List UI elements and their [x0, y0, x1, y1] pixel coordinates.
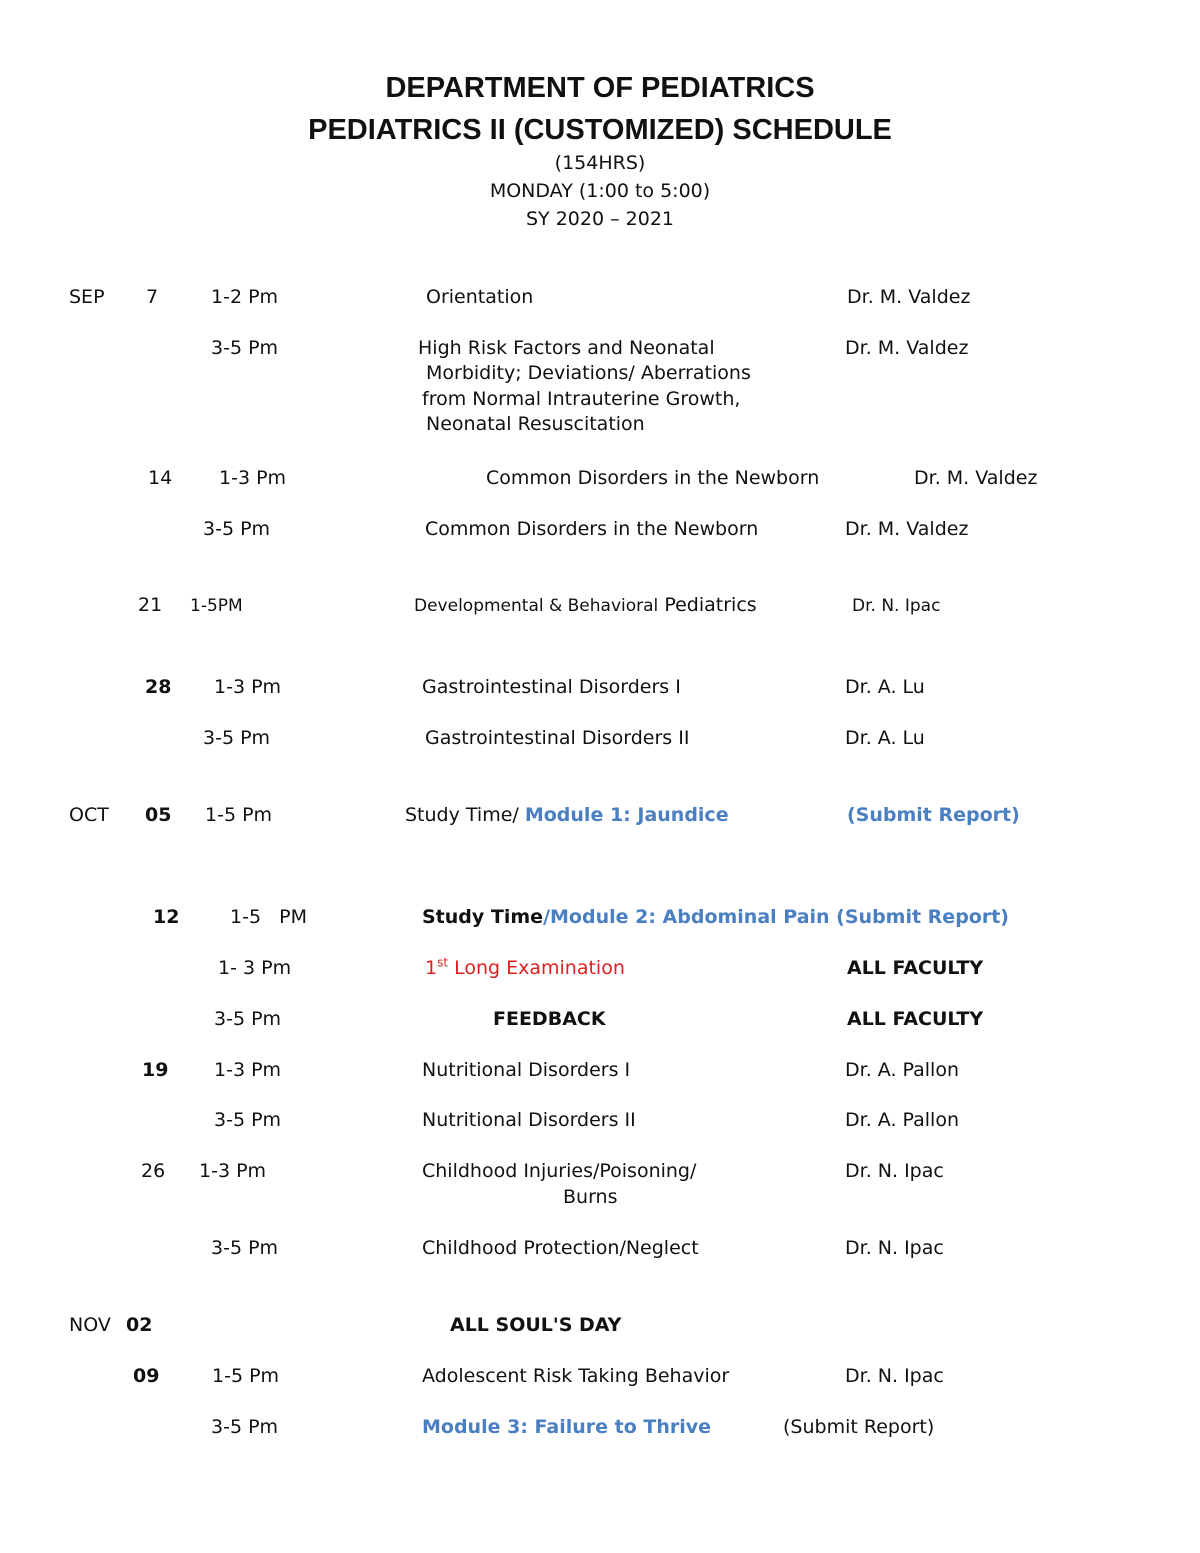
faculty: Dr. A. Lu: [845, 727, 925, 749]
faculty: Dr. N. Ipac: [845, 1160, 944, 1182]
time-slot: 1-2 Pm: [211, 286, 279, 308]
topic-line: Burns: [563, 1186, 618, 1208]
month-label: OCT: [69, 804, 109, 826]
topic: Nutritional Disorders II: [422, 1109, 636, 1131]
topic: Childhood Protection/Neglect: [422, 1237, 699, 1259]
topic: Nutritional Disorders I: [422, 1059, 631, 1081]
time-slot: 1-5PM: [190, 596, 243, 616]
date-label: 02: [126, 1314, 153, 1336]
date-label: 19: [142, 1059, 169, 1081]
total-hours: (154HRS): [554, 152, 646, 174]
holiday-label: ALL SOUL'S DAY: [450, 1314, 622, 1336]
topic: Common Disorders in the Newborn: [486, 467, 820, 489]
time-slot: 3-5 Pm: [203, 518, 271, 540]
time-slot: 3-5 Pm: [211, 1237, 279, 1259]
faculty: Dr. M. Valdez: [914, 467, 1038, 489]
topic: FEEDBACK: [493, 1008, 606, 1030]
time-slot: 3-5 Pm: [211, 1416, 279, 1438]
date-label: 28: [145, 676, 172, 698]
topic-part: Study Time: [422, 906, 544, 928]
time-slot: 1- 3 Pm: [218, 957, 292, 979]
date-label: 7: [146, 286, 159, 308]
ordinal-suffix: st: [437, 955, 449, 970]
topic-line: Morbidity; Deviations/ Aberrations: [426, 362, 751, 384]
school-year: SY 2020 – 2021: [526, 208, 674, 230]
submit-report: (Submit Report): [847, 804, 1020, 826]
faculty: Dr. N. Ipac: [845, 1237, 944, 1259]
department-title: DEPARTMENT OF PEDIATRICS: [385, 72, 815, 104]
module-link: Module 3: Failure to Thrive: [422, 1416, 712, 1438]
time-slot: 1-3 Pm: [219, 467, 287, 489]
time-slot: 3-5 Pm: [203, 727, 271, 749]
time-slot: 1-3 Pm: [214, 1059, 282, 1081]
date-label: 12: [153, 906, 180, 928]
topic-part: Developmental & Behavioral: [414, 596, 659, 616]
date-label: 09: [133, 1365, 160, 1387]
topic-line: High Risk Factors and Neonatal: [418, 337, 715, 359]
topic: Adolescent Risk Taking Behavior: [422, 1365, 730, 1387]
topic: [414, 593, 757, 620]
faculty: Dr. M. Valdez: [847, 286, 971, 308]
time-slot: 1-3 Pm: [214, 676, 282, 698]
month-label: SEP: [69, 286, 105, 308]
faculty: Dr. M. Valdez: [845, 337, 969, 359]
faculty: Dr. M. Valdez: [845, 518, 969, 540]
topic-part: 1: [425, 957, 438, 979]
exam-topic: [425, 956, 625, 982]
date-label: 05: [145, 804, 172, 826]
faculty: Dr. A. Pallon: [845, 1059, 959, 1081]
faculty: Dr. N. Ipac: [852, 596, 941, 616]
faculty: Dr. N. Ipac: [845, 1365, 944, 1387]
date-label: 26: [141, 1160, 166, 1182]
submit-report: (Submit Report): [783, 1416, 935, 1438]
date-label: 14: [148, 467, 173, 489]
topic: [405, 803, 729, 829]
topic-part: Study Time/: [405, 804, 525, 826]
module-link: /Module 2: Abdominal Pain (Submit Report): [543, 906, 1009, 928]
topic-part: Long Examination: [448, 957, 625, 979]
day-time: MONDAY (1:00 to 5:00): [489, 180, 711, 202]
topic: Common Disorders in the Newborn: [425, 518, 759, 540]
topic-line: from Normal Intrauterine Growth,: [422, 388, 741, 410]
topic: Orientation: [426, 286, 534, 308]
faculty: Dr. A. Lu: [845, 676, 925, 698]
time-slot: 3-5 Pm: [214, 1109, 282, 1131]
schedule-title: PEDIATRICS II (CUSTOMIZED) SCHEDULE: [308, 114, 892, 146]
time-slot: 1-5 Pm: [205, 804, 273, 826]
topic-line: Childhood Injuries/Poisoning/: [422, 1160, 697, 1182]
time-slot: 3-5 Pm: [214, 1008, 282, 1030]
faculty: ALL FACULTY: [847, 1008, 984, 1030]
topic: Gastrointestinal Disorders I: [422, 676, 681, 698]
date-label: 21: [138, 594, 163, 616]
faculty: Dr. A. Pallon: [845, 1109, 959, 1131]
topic: Gastrointestinal Disorders II: [425, 727, 690, 749]
time-slot: 1-3 Pm: [199, 1160, 267, 1182]
time-slot: 1-5 Pm: [212, 1365, 280, 1387]
time-slot: 3-5 Pm: [211, 337, 279, 359]
topic-line: Neonatal Resuscitation: [426, 413, 645, 435]
topic-part: Pediatrics: [664, 594, 757, 616]
topic: [422, 905, 1009, 931]
time-slot: 1-5 PM: [230, 906, 308, 928]
month-label: NOV: [69, 1314, 111, 1336]
faculty: ALL FACULTY: [847, 957, 984, 979]
module-link: Module 1: Jaundice: [524, 804, 729, 826]
